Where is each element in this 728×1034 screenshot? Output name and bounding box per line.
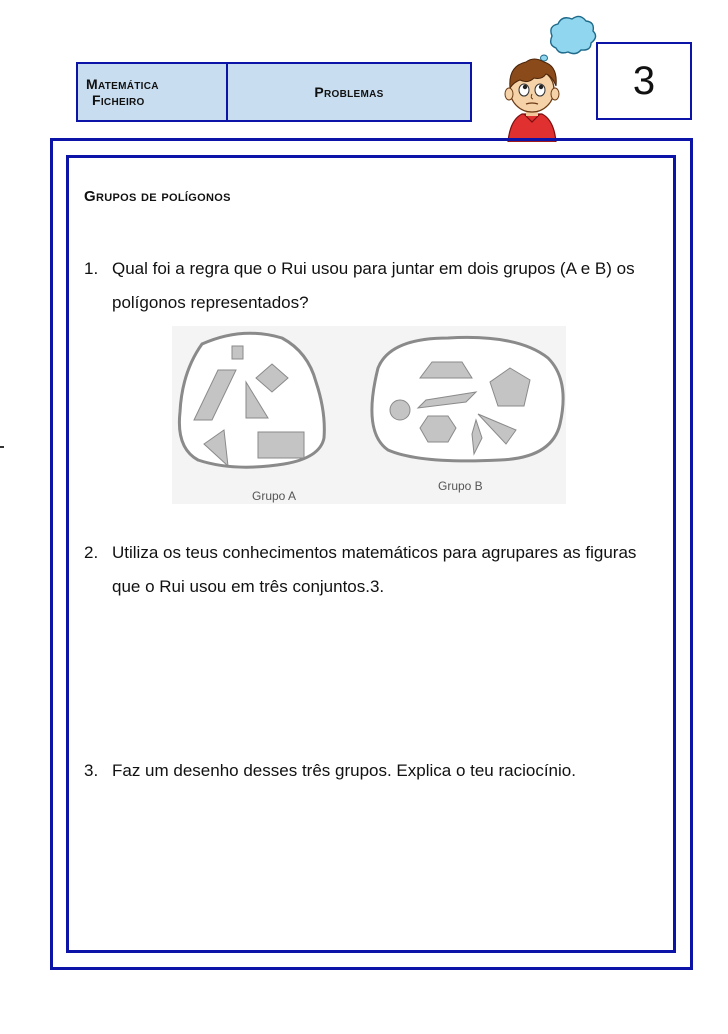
thought-bubble-icon: [535, 16, 596, 68]
topic-label: Problemas: [314, 84, 384, 100]
header-table: [76, 62, 472, 122]
subject-label: Matemática: [86, 76, 159, 92]
sheet-number-box: [596, 42, 692, 120]
question-number: 2.: [84, 543, 99, 562]
question-text: Utiliza os teus conhecimentos matemáticos para agrupares as figuras que o Rui usou em três conjuntos.3.: [112, 543, 637, 596]
worksheet-type-label: Ficheiro: [92, 92, 145, 108]
thinking-boy-illustration: [490, 14, 600, 142]
subject-cell: [78, 64, 228, 120]
sheet-number: 3: [632, 58, 656, 103]
hexagon-shape: [420, 416, 456, 442]
question-3: [84, 754, 659, 788]
question-text: Qual foi a regra que o Rui usou para juntar em dois grupos (A e B) os polígonos representados?: [112, 259, 635, 312]
question-number: 1.: [84, 259, 99, 278]
rectangle-shape: [258, 432, 304, 458]
question-1: [84, 252, 659, 320]
topic-cell: [228, 64, 470, 120]
margin-mark: [0, 446, 4, 448]
question-text: Faz um desenho desses três grupos. Explica o teu raciocínio.: [112, 761, 576, 780]
question-2: [84, 536, 659, 604]
question-number: 3.: [84, 761, 99, 780]
small-square-shape: [232, 346, 243, 359]
section-title: Grupos de polígonos: [84, 188, 231, 205]
polygon-groups-figure: [172, 326, 566, 504]
group-b-label: Grupo B: [438, 479, 483, 493]
circle-shape: [390, 400, 410, 420]
group-a-label: Grupo A: [252, 489, 297, 503]
